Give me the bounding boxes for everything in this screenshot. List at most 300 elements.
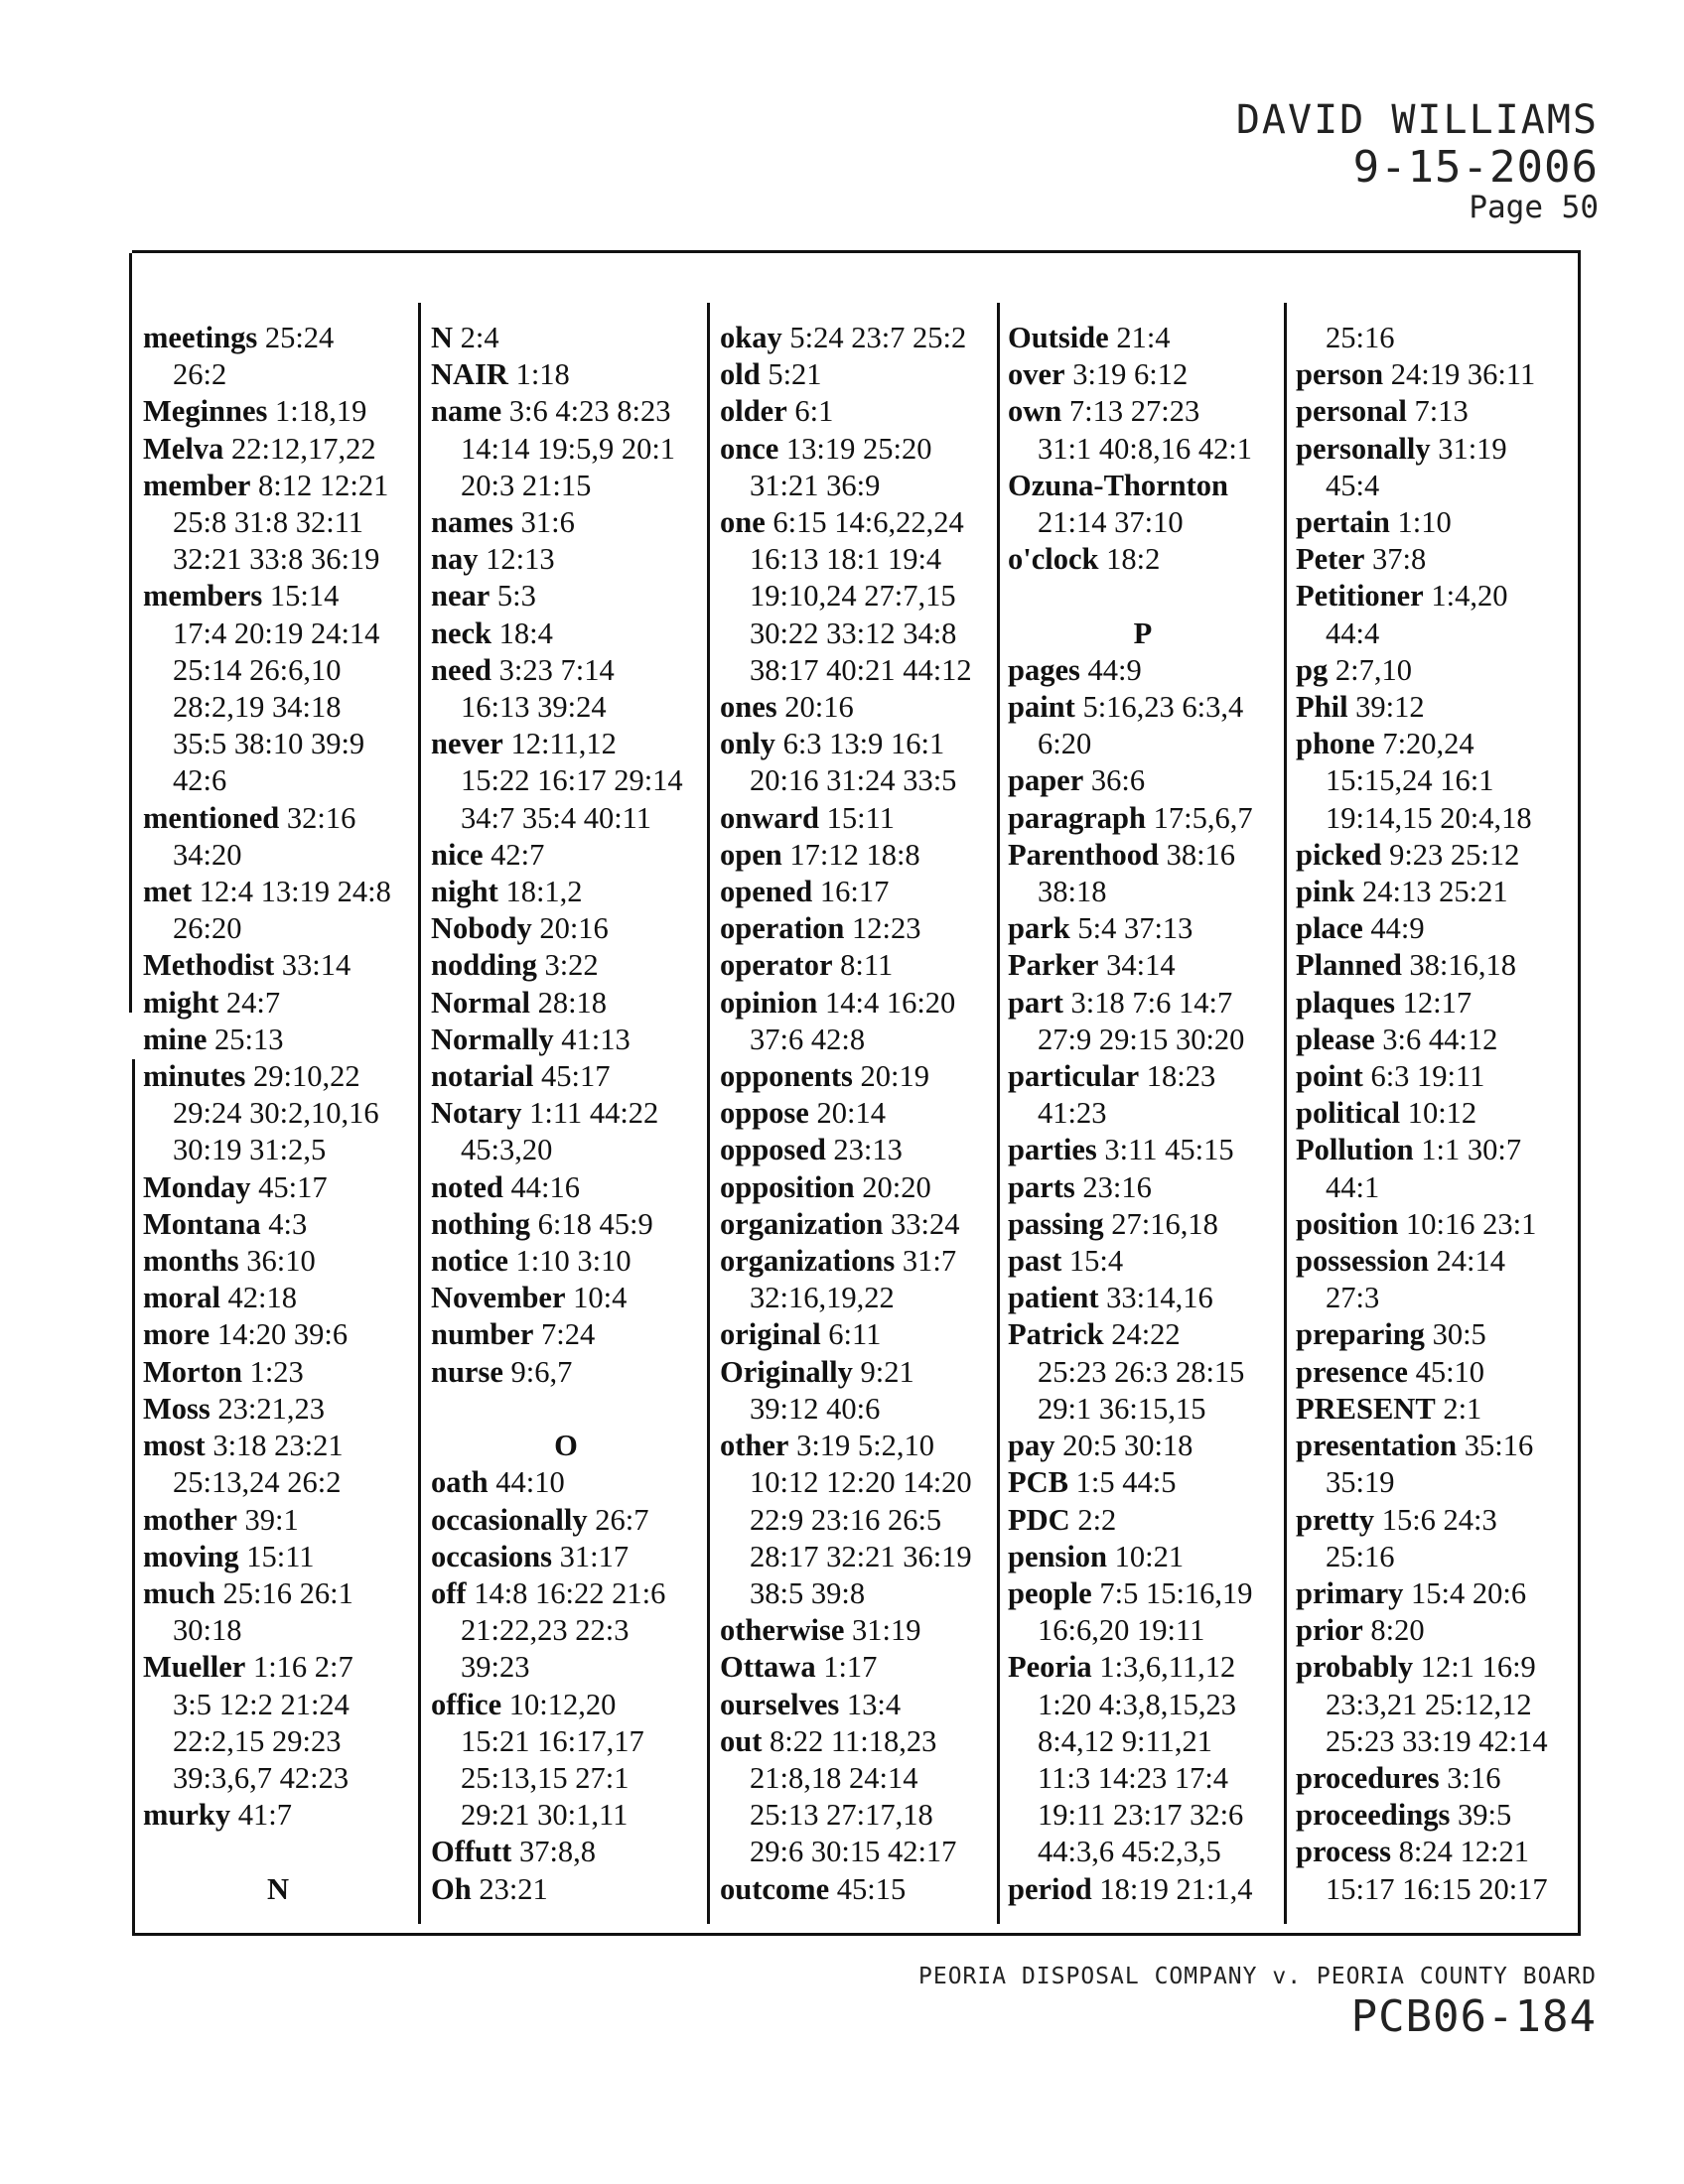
index-entry — [1008, 1058, 1278, 1095]
index-references: 36:6 — [1090, 763, 1146, 798]
index-word: paragraph — [1008, 800, 1146, 835]
index-references: 45:15 — [836, 1871, 907, 1906]
index-references: 15:6 24:3 — [1381, 1502, 1497, 1537]
index-entry-continuation: 16:13 39:24 — [461, 690, 607, 725]
index-word: political — [1296, 1096, 1401, 1131]
index-entry — [143, 1428, 413, 1464]
index-references: 45:17 — [258, 1169, 328, 1204]
index-entry-continuation: 38:18 — [1038, 875, 1107, 909]
header-deponent-name: DAVID WILLIAMS — [1235, 97, 1599, 143]
index-entry-continuation: 23:3,21 25:12,12 — [1326, 1687, 1532, 1721]
index-word: position — [1296, 1206, 1399, 1241]
index-references: 18:4 — [498, 615, 553, 650]
index-references: 1:18,19 — [275, 394, 367, 429]
index-word: particular — [1008, 1059, 1140, 1094]
index-entry — [431, 1502, 701, 1539]
index-entry — [431, 1687, 701, 1723]
index-references: 32:16 — [286, 800, 356, 835]
index-entry-continuation: 28:17 32:21 36:19 — [750, 1539, 972, 1573]
index-word: Nobody — [431, 911, 532, 946]
index-references: 31:6 — [520, 505, 575, 540]
index-word: pension — [1008, 1539, 1108, 1573]
index-references: 36:10 — [246, 1244, 316, 1279]
index-entry — [143, 1797, 413, 1834]
index-entry-continuation: 6:20 — [1038, 727, 1092, 761]
index-references: 5:21 — [768, 357, 822, 392]
index-references: 1:17 — [823, 1650, 878, 1685]
index-references: 12:13 — [486, 542, 555, 577]
index-references: 3:16 — [1447, 1760, 1501, 1795]
index-entry — [143, 1169, 413, 1206]
index-entry-continuation: 25:14 26:6,10 — [173, 652, 342, 687]
index-references: 7:13 27:23 — [1068, 394, 1200, 429]
index-references: 20:20 — [862, 1169, 931, 1204]
index-entry — [1296, 1022, 1572, 1058]
index-word: Planned — [1296, 948, 1402, 983]
index-entry — [1296, 947, 1572, 984]
index-entry-continuation: 38:17 40:21 44:12 — [750, 652, 972, 687]
index-entry-continuation: 41:23 — [1038, 1096, 1107, 1131]
index-word: nay — [431, 542, 479, 577]
index-references: 42:7 — [491, 837, 545, 872]
index-word: prior — [1296, 1613, 1363, 1648]
index-entry — [1296, 1354, 1572, 1391]
index-entry-continuation: 15:17 16:15 20:17 — [1326, 1871, 1548, 1906]
index-entry — [143, 1206, 413, 1243]
index-entry-continuation: 34:7 35:4 40:11 — [461, 800, 652, 835]
index-entry — [143, 800, 413, 837]
index-word: please — [1296, 1022, 1375, 1056]
index-entry-continuation: 38:5 39:8 — [750, 1575, 866, 1610]
index-word: phone — [1296, 727, 1375, 761]
index-references: 3:19 6:12 — [1072, 357, 1189, 392]
index-references: 8:12 12:21 — [258, 468, 389, 502]
index-entry — [143, 1243, 413, 1280]
index-word: period — [1008, 1871, 1092, 1906]
index-entry — [1296, 1316, 1572, 1353]
index-word: meetings — [143, 321, 258, 354]
index-word: people — [1008, 1575, 1092, 1610]
index-entry — [431, 1834, 701, 1870]
index-word: number — [431, 1317, 534, 1352]
index-entry-continuation: 29:24 30:2,10,16 — [173, 1096, 379, 1131]
index-entry — [143, 1575, 413, 1612]
index-entry-continuation: 29:6 30:15 42:17 — [750, 1835, 957, 1869]
index-word: occasions — [431, 1539, 552, 1573]
index-entry — [143, 1022, 413, 1058]
index-word: presence — [1296, 1354, 1408, 1389]
index-entry — [431, 1539, 701, 1575]
index-references: 15:4 20:6 — [1411, 1575, 1527, 1610]
index-word: murky — [143, 1798, 231, 1833]
index-references: 41:7 — [237, 1798, 292, 1833]
index-entry-continuation: 45:3,20 — [461, 1133, 553, 1167]
index-word: Parenthood — [1008, 837, 1159, 872]
index-entry-continuation: 21:8,18 24:14 — [750, 1760, 918, 1795]
index-word: old — [720, 357, 761, 392]
index-entry — [1296, 504, 1572, 541]
index-entry — [1008, 356, 1278, 393]
index-entry — [720, 1095, 990, 1132]
index-word: out — [720, 1723, 763, 1758]
index-word: presentation — [1296, 1429, 1458, 1463]
index-entry — [1296, 1058, 1572, 1095]
index-entry — [143, 1058, 413, 1095]
index-references: 3:23 7:14 — [498, 652, 615, 687]
index-entry — [1008, 468, 1278, 504]
index-entry-continuation: 25:23 33:19 42:14 — [1326, 1723, 1548, 1758]
index-word: paint — [1008, 690, 1075, 725]
index-entry — [1296, 910, 1572, 947]
index-entry-continuation: 16:13 18:1 19:4 — [750, 542, 942, 577]
index-references: 1:5 44:5 — [1075, 1465, 1177, 1500]
index-word: personally — [1296, 431, 1431, 466]
index-entry-continuation: 15:22 16:17 29:14 — [461, 763, 683, 798]
index-word: pay — [1008, 1429, 1055, 1463]
index-entry-continuation: 3:5 12:2 21:24 — [173, 1687, 350, 1721]
index-entry — [720, 985, 990, 1022]
index-word: Notary — [431, 1096, 522, 1131]
index-entry — [720, 1871, 990, 1908]
index-entry-continuation: 30:22 33:12 34:8 — [750, 615, 957, 650]
index-word: point — [1296, 1059, 1363, 1094]
index-entry-continuation: 42:6 — [173, 763, 227, 798]
index-references: 25:24 — [264, 321, 335, 354]
index-references: 14:20 39:6 — [216, 1317, 349, 1352]
index-word: near — [431, 579, 491, 614]
index-entry — [1296, 431, 1572, 468]
index-references: 17:5,6,7 — [1153, 800, 1253, 835]
index-references: 14:8 16:22 21:6 — [474, 1575, 666, 1610]
index-entry — [720, 726, 990, 762]
index-references: 16:17 — [819, 875, 890, 909]
section-letter: O — [554, 1429, 578, 1463]
index-entry-continuation: 35:19 — [1326, 1465, 1395, 1500]
index-references: 44:10 — [495, 1465, 565, 1500]
index-references: 6:11 — [828, 1317, 882, 1352]
index-references: 39:12 — [1355, 690, 1425, 725]
index-word: open — [720, 837, 782, 872]
index-entry — [720, 1132, 990, 1168]
index-references: 24:22 — [1111, 1317, 1181, 1352]
index-entry — [431, 985, 701, 1022]
index-references: 31:19 — [851, 1613, 921, 1648]
index-entry — [431, 504, 701, 541]
index-entry — [1008, 1464, 1278, 1501]
index-word: Phil — [1296, 690, 1348, 725]
index-entry — [143, 985, 413, 1022]
index-references: 31:19 — [1438, 431, 1507, 466]
index-word: pg — [1296, 652, 1329, 687]
index-entry — [431, 615, 701, 652]
index-entry — [1008, 320, 1278, 356]
index-references: 12:17 — [1402, 985, 1473, 1020]
index-entry — [431, 652, 701, 689]
index-entry — [720, 1649, 990, 1686]
index-entry-continuation: 20:3 21:15 — [461, 468, 592, 502]
index-word: pages — [1008, 652, 1080, 687]
index-word: PRESENT — [1296, 1391, 1436, 1426]
index-entry — [720, 504, 990, 541]
index-references: 24:14 — [1436, 1244, 1506, 1279]
index-entry-continuation: 44:3,6 45:2,3,5 — [1038, 1835, 1221, 1869]
index-word: Pollution — [1296, 1133, 1414, 1167]
index-entry — [720, 1354, 990, 1391]
index-references: 28:18 — [537, 985, 608, 1020]
index-word: o'clock — [1008, 542, 1099, 577]
index-word: more — [143, 1317, 210, 1352]
index-entry-continuation: 21:22,23 22:3 — [461, 1613, 630, 1648]
index-entry-continuation: 15:15,24 16:1 — [1326, 763, 1494, 798]
index-references: 1:16 2:7 — [252, 1650, 353, 1685]
index-references: 18:1,2 — [505, 875, 583, 909]
index-references: 7:13 — [1414, 394, 1469, 429]
index-entry — [143, 431, 413, 468]
index-entry — [431, 874, 701, 910]
index-references: 22:12,17,22 — [230, 431, 376, 466]
index-word: nice — [431, 837, 484, 872]
index-references: 10:4 — [573, 1281, 628, 1315]
index-entry — [1008, 947, 1278, 984]
index-entry-continuation: 26:2 — [173, 357, 227, 392]
index-word: Monday — [143, 1169, 251, 1204]
index-entry — [1296, 726, 1572, 762]
index-references: 5:3 — [496, 579, 536, 614]
index-word: plaques — [1296, 985, 1396, 1020]
index-entry-continuation: 14:14 19:5,9 20:1 — [461, 431, 676, 466]
index-word: patient — [1008, 1281, 1099, 1315]
index-entry — [1296, 1243, 1572, 1280]
index-entry — [143, 1354, 413, 1391]
index-word: paper — [1008, 763, 1084, 798]
index-references: 8:24 12:21 — [1398, 1835, 1529, 1869]
index-word: Parker — [1008, 948, 1099, 983]
index-word: preparing — [1296, 1317, 1425, 1352]
index-entry — [720, 1243, 990, 1280]
index-entry-continuation: 1:20 4:3,8,15,23 — [1038, 1687, 1236, 1721]
index-entry — [720, 837, 990, 874]
index-entry — [720, 910, 990, 947]
index-word: notarial — [431, 1059, 534, 1094]
index-references: 10:21 — [1114, 1539, 1185, 1573]
index-entry — [1008, 800, 1278, 837]
index-entry — [720, 800, 990, 837]
index-entry — [720, 689, 990, 726]
index-entry — [1296, 1132, 1572, 1168]
index-word: oath — [431, 1465, 489, 1500]
index-word: older — [720, 394, 787, 429]
index-word: probably — [1296, 1650, 1414, 1685]
index-word: November — [431, 1281, 566, 1315]
index-entry-continuation: 25:13,24 26:2 — [173, 1465, 342, 1500]
index-word: off — [431, 1575, 467, 1610]
index-references: 3:19 5:2,10 — [796, 1429, 935, 1463]
index-references: 7:5 15:16,19 — [1099, 1575, 1253, 1610]
index-word: process — [1296, 1835, 1392, 1869]
index-entry — [1008, 541, 1278, 578]
index-references: 9:23 25:12 — [1389, 837, 1520, 872]
index-entry-continuation: 44:4 — [1326, 615, 1380, 650]
index-entry — [720, 947, 990, 984]
frame-left-border-top — [129, 253, 132, 1013]
index-references: 12:1 16:9 — [1420, 1650, 1536, 1685]
index-column-4 — [1008, 320, 1278, 1908]
index-word: past — [1008, 1244, 1062, 1279]
index-references: 20:16 — [784, 690, 854, 725]
index-entry — [1008, 1132, 1278, 1168]
index-word: PCB — [1008, 1465, 1068, 1500]
index-entry — [1296, 1575, 1572, 1612]
index-references: 24:7 — [225, 985, 281, 1020]
index-word: Normally — [431, 1022, 554, 1056]
index-references: 15:11 — [826, 800, 895, 835]
index-entry — [1296, 985, 1572, 1022]
index-entry — [1008, 762, 1278, 799]
footer-case-caption: PEORIA DISPOSAL COMPANY v. PEORIA COUNTY BOARD — [918, 1964, 1597, 1989]
index-entry — [431, 393, 701, 430]
index-references: 8:22 11:18,23 — [770, 1723, 937, 1758]
index-entry — [1008, 1871, 1278, 1908]
index-entry — [1008, 689, 1278, 726]
index-word: months — [143, 1244, 239, 1279]
index-references: 44:16 — [510, 1169, 580, 1204]
index-entry — [431, 726, 701, 762]
index-entry — [143, 1502, 413, 1539]
index-entry — [1296, 1095, 1572, 1132]
index-word: Outside — [1008, 321, 1109, 354]
index-references: 9:6,7 — [510, 1354, 573, 1389]
index-references: 1:10 — [1397, 505, 1452, 540]
index-entry-continuation: 8:4,12 9:11,21 — [1038, 1723, 1212, 1758]
index-entry — [1296, 837, 1572, 874]
section-letter: P — [1133, 615, 1153, 650]
index-references: 2:2 — [1077, 1502, 1117, 1537]
index-word: Meginnes — [143, 394, 268, 429]
index-entry — [1008, 1206, 1278, 1243]
index-references: 10:16 23:1 — [1406, 1206, 1537, 1241]
index-references: 6:1 — [794, 394, 834, 429]
header-date: 9-15-2006 — [1352, 142, 1599, 193]
index-entry — [431, 320, 701, 356]
index-references: 8:11 — [840, 948, 894, 983]
section-spacer — [143, 1834, 413, 1870]
index-references: 15:11 — [246, 1539, 315, 1573]
index-references: 13:4 — [846, 1687, 902, 1721]
index-word: organizations — [720, 1244, 896, 1279]
index-word: Methodist — [143, 948, 275, 983]
index-references: 23:21,23 — [217, 1391, 326, 1426]
index-entry-continuation: 11:3 14:23 17:4 — [1038, 1760, 1229, 1795]
index-references: 10:12,20 — [508, 1687, 617, 1721]
index-word: parties — [1008, 1133, 1097, 1167]
index-entry — [1008, 1316, 1278, 1353]
index-references: 12:11,12 — [510, 727, 617, 761]
index-entry-continuation: 25:13 27:17,18 — [750, 1798, 933, 1833]
index-references: 20:19 — [860, 1059, 930, 1094]
index-word: noted — [431, 1169, 503, 1204]
index-entry-continuation: 26:20 — [173, 911, 242, 946]
index-entry — [1296, 1834, 1572, 1870]
index-entry — [1008, 985, 1278, 1022]
index-word: pretty — [1296, 1502, 1375, 1537]
index-entry — [1296, 356, 1572, 393]
index-entry — [431, 910, 701, 947]
index-word: Peoria — [1008, 1650, 1092, 1685]
index-word: name — [431, 394, 502, 429]
index-references: 1:3,6,11,12 — [1099, 1650, 1236, 1685]
index-entry-continuation: 19:11 23:17 32:6 — [1038, 1798, 1244, 1833]
index-word: Moss — [143, 1391, 210, 1426]
index-entry-continuation: 28:2,19 34:18 — [173, 690, 342, 725]
index-references: 39:1 — [244, 1502, 299, 1537]
index-entry — [143, 468, 413, 504]
index-references: 3:18 23:21 — [212, 1429, 344, 1463]
index-entry-continuation: 37:6 42:8 — [750, 1022, 866, 1056]
index-references: 6:15 14:6,22,24 — [772, 505, 964, 540]
index-entry — [1008, 910, 1278, 947]
index-word: office — [431, 1687, 502, 1721]
index-word: neck — [431, 615, 491, 650]
index-word: ourselves — [720, 1687, 840, 1721]
index-word: Montana — [143, 1206, 261, 1241]
index-references: 42:18 — [227, 1281, 298, 1315]
index-word: outcome — [720, 1871, 830, 1906]
index-references: 6:3 19:11 — [1370, 1059, 1485, 1094]
index-word: PDC — [1008, 1502, 1070, 1537]
index-references: 14:4 16:20 — [824, 985, 956, 1020]
index-entry — [720, 393, 990, 430]
index-entry — [1008, 837, 1278, 874]
index-word: Normal — [431, 985, 530, 1020]
index-entry — [1008, 1502, 1278, 1539]
index-entry — [720, 1612, 990, 1649]
index-entry — [431, 1169, 701, 1206]
index-word: opposed — [720, 1133, 826, 1167]
index-references: 31:7 — [902, 1244, 957, 1279]
index-references: 1:11 44:22 — [529, 1096, 659, 1131]
index-entry — [1008, 1243, 1278, 1280]
index-references: 3:6 4:23 8:23 — [508, 394, 671, 429]
index-entry — [431, 1206, 701, 1243]
index-references: 34:14 — [1106, 948, 1176, 983]
index-references: 3:11 45:15 — [1104, 1133, 1234, 1167]
index-word: opinion — [720, 985, 818, 1020]
index-word: part — [1008, 985, 1063, 1020]
index-word: pertain — [1296, 505, 1390, 540]
index-entry — [431, 1022, 701, 1058]
index-references: 23:16 — [1082, 1169, 1152, 1204]
index-word: ones — [720, 690, 777, 725]
index-entry-continuation: 44:1 — [1326, 1169, 1380, 1204]
index-word: notice — [431, 1244, 508, 1279]
index-word: mother — [143, 1502, 237, 1537]
index-entry — [431, 1280, 701, 1316]
index-references: 25:13 — [214, 1022, 284, 1056]
index-word: place — [1296, 911, 1363, 946]
frame-left-border-bottom — [132, 1059, 135, 1933]
index-entry-continuation: 31:21 36:9 — [750, 468, 881, 502]
index-word: person — [1296, 357, 1384, 392]
index-entry — [720, 1723, 990, 1760]
index-entry — [720, 1169, 990, 1206]
index-entry — [1296, 578, 1572, 614]
index-entry — [1296, 541, 1572, 578]
index-entry-continuation: 25:16 — [1326, 321, 1395, 354]
index-entry — [143, 1391, 413, 1428]
index-entry — [431, 1354, 701, 1391]
index-references: 45:10 — [1415, 1354, 1485, 1389]
index-word: NAIR — [431, 357, 508, 392]
